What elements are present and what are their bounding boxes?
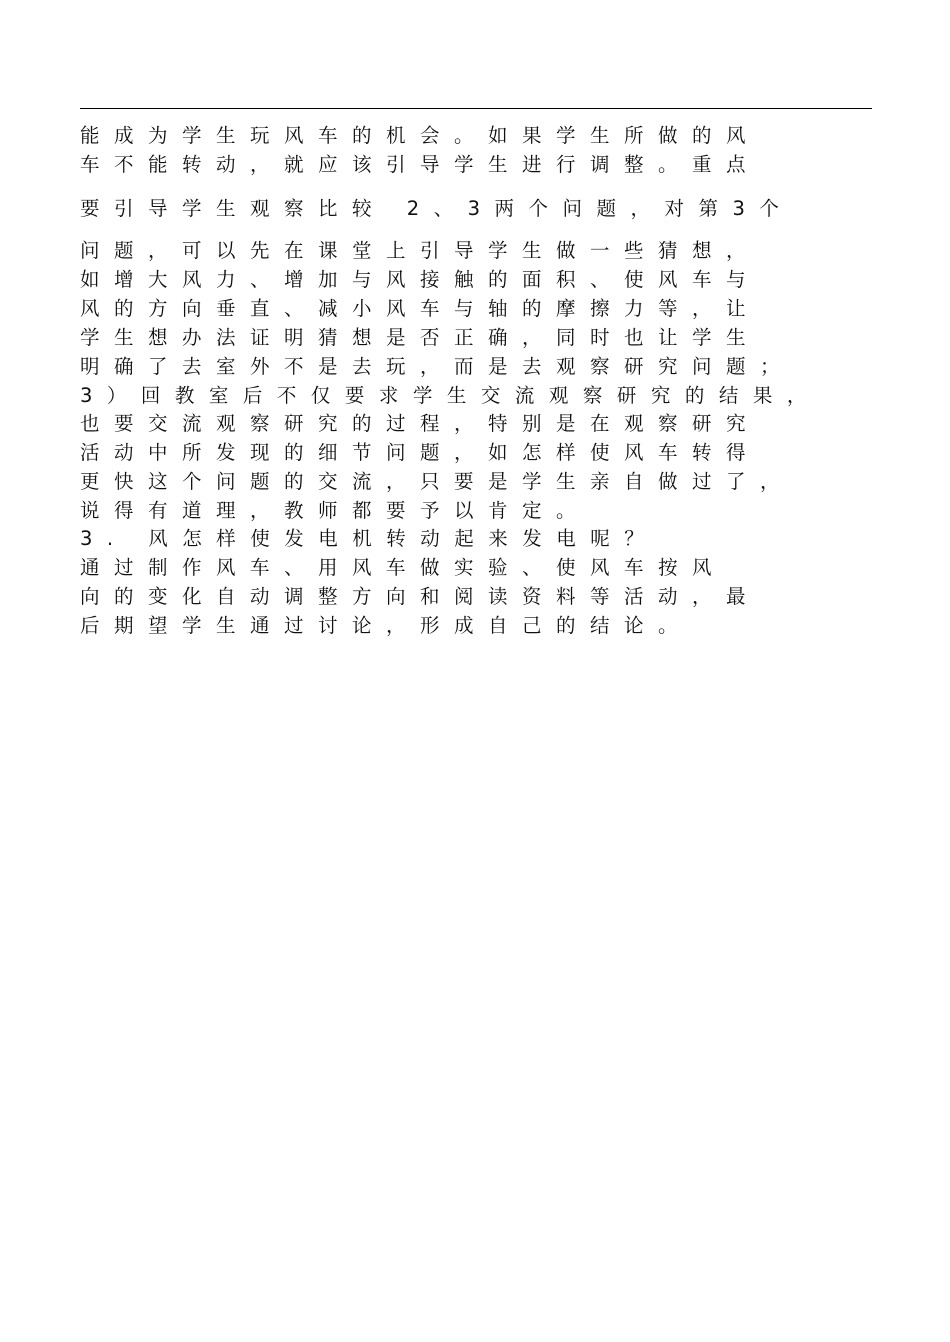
text-line-12: 更快这个问题的交流，只要是学生亲自做过了，	[80, 470, 795, 493]
text-line-3: 要引导学生观察比较 2、3两个问题，对第3个	[80, 197, 794, 220]
text-line-6: 风的方向垂直、减小风车与轴的摩擦力等，让	[80, 297, 761, 320]
section-heading: 3. 风怎样使发电机转动起来发电呢？	[80, 527, 659, 550]
text-line-2: 车不能转动，就应该引导学生进行调整。重点	[80, 153, 761, 176]
text-line-5: 如增大风力、增加与风接触的面积、使风车与	[80, 268, 761, 291]
text-line-9: 3）回教室后不仅要求学生交流观察研究的结果，	[80, 384, 821, 407]
text-line-10: 也要交流观察研究的过程，特别是在观察研究	[80, 412, 761, 435]
text-line-16: 向的变化自动调整方向和阅读资料等活动，最	[80, 585, 761, 608]
header-rule	[80, 108, 872, 109]
text-line-15: 通过制作风车、用风车做实验、使风车按风	[80, 556, 727, 579]
text-line-17: 后期望学生通过讨论，形成自己的结论。	[80, 614, 693, 637]
text-line-13: 说得有道理，教师都要予以肯定。	[80, 499, 591, 522]
text-line-1: 能成为学生玩风车的机会。如果学生所做的风	[80, 124, 761, 147]
text-line-4: 问题，可以先在课堂上引导学生做一些猜想，	[80, 239, 761, 262]
text-line-7: 学生想办法证明猜想是否正确，同时也让学生	[80, 326, 761, 349]
text-line-8: 明确了去室外不是去玩，而是去观察研究问题；	[80, 355, 795, 378]
text-line-11: 活动中所发现的细节问题，如怎样使风车转得	[80, 441, 761, 464]
